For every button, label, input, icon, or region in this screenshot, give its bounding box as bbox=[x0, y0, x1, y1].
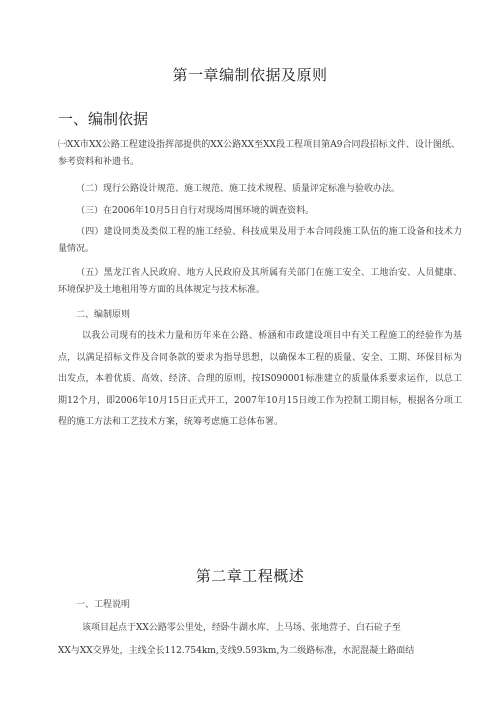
basis-item-1: ㈠XX市XX公路工程建设指挥部提供的XX公路XX至XX段工程项目第A9合同段招标文件、设计图纸、参考资料和补遗书。 bbox=[58, 140, 460, 167]
section-project-title: 一、工程说明 bbox=[76, 600, 131, 610]
basis-item-2: （二）现行公路设计规范、施工规范、施工技术规程、质量评定标准与验收办法。 bbox=[76, 184, 401, 194]
section-basis-title: 一、编制依据 bbox=[58, 110, 149, 128]
chapter-1-title: 第一章编制依据及原则 bbox=[172, 66, 328, 84]
project-description-line-1: 该项目起点于XX公路零公里处，经卧牛湖水库、上马场、张地营子、白石砬子至 bbox=[82, 623, 401, 633]
basis-item-3: （三）在2006年10月5日自行对现场周围环境的调查资料。 bbox=[76, 206, 315, 216]
section-principle-title: 二、编制原则 bbox=[76, 310, 131, 320]
basis-item-4: （四）建设同类及类似工程的施工经验、科技成果及用于本合同段施工队伍的施工设备和技术力量情况。 bbox=[58, 227, 462, 254]
basis-item-5: （五）黑龙江省人民政府、地方人民政府及其所属有关部门在施工安全、工地治安、人员健康、环境保护及土地租用等方面的具体规定与技术标准。 bbox=[58, 268, 462, 295]
project-description-line-2: XX与XX交界处，主线全长112.754km,支线9.593km,为二级路标准，水泥混凝土路面结 bbox=[58, 646, 415, 656]
chapter-2-title: 第二章工程概述 bbox=[195, 567, 305, 585]
principle-paragraph: 以我公司现有的技术力量和历年来在公路、桥涵和市政建设项目中有关工程施工的经验作为基点，以满足招标文件及合同条款的要求为指导思想，以确保本工程的质量、安全、工期、环保目标为出发点，本着优质、高效、经济、合理的原则，按IS090001标准建立的质量体系要求运作，以总工期12个月，即2006年10月15日正式开工，2007年10月15日竣工作为控制工期目标，根据各分项工程的施工方法和工艺技术方案，统筹考虑施工总体布署。 bbox=[58, 331, 462, 427]
